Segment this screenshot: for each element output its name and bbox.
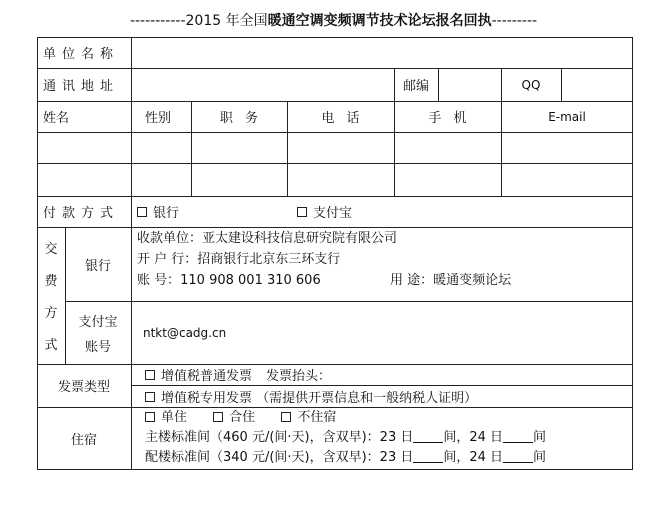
attendee-position-input[interactable] — [191, 132, 287, 163]
purpose: 用 途：暖通变频论坛 — [390, 273, 512, 288]
single-checkbox[interactable] — [145, 412, 155, 422]
header-position: 职 务 — [219, 111, 259, 126]
annex-mid: 间，24 日 — [443, 450, 504, 465]
invoice-special-label: 增值税专用发票 （需提供开票信息和一般纳税人证明） — [161, 391, 478, 406]
fee-bank-label: 银行 — [84, 258, 111, 274]
main-23-blank[interactable] — [413, 429, 443, 443]
alipay-label-line: 支付宝 — [78, 315, 118, 330]
attendee-gender-input[interactable] — [131, 163, 191, 196]
main-building-row — [145, 428, 546, 448]
bank-option-label: 银行 — [153, 206, 180, 221]
annex-building-text: 配楼标准间（340 元/(间·天)，含双早)：23 日 — [145, 450, 414, 465]
alipay-option[interactable] — [297, 196, 447, 227]
attendee-mobile-input[interactable] — [394, 132, 501, 163]
no-lodging-checkbox[interactable] — [281, 412, 291, 422]
attendee-name-input[interactable] — [37, 132, 131, 163]
invoice-header-label: 发票抬头： — [266, 369, 332, 384]
attendee-email-input[interactable] — [501, 163, 633, 196]
attendee-position-input[interactable] — [191, 163, 287, 196]
header-phone: 电 话 — [321, 111, 360, 126]
main-24-blank[interactable] — [503, 429, 533, 443]
header-name: 姓名 — [43, 111, 70, 126]
attendee-mobile-input[interactable] — [394, 163, 501, 196]
title-suffix: --------- — [491, 13, 538, 29]
invoice-normal-checkbox[interactable] — [145, 370, 155, 380]
no-lodging-option[interactable] — [281, 410, 336, 425]
annex-24-blank[interactable] — [503, 449, 533, 463]
payee: 收款单位：亚太建设科技信息研究院有限公司 — [137, 231, 398, 246]
annex-building-row — [145, 448, 546, 468]
invoice-type-label: 发票类型 — [57, 380, 110, 395]
annex-23-blank[interactable] — [413, 449, 443, 463]
fee-char: 式 — [44, 337, 58, 353]
invoice-special-checkbox[interactable] — [145, 392, 155, 402]
main-building-text: 主楼标准间（460 元/(间·天)，含双早)：23 日 — [145, 430, 414, 445]
attendee-phone-input[interactable] — [287, 132, 394, 163]
annex-end: 间 — [533, 450, 547, 465]
main-end: 间 — [533, 430, 547, 445]
attendee-email-input[interactable] — [501, 132, 633, 163]
form-title — [0, 10, 667, 30]
header-gender: 性别 — [145, 111, 172, 126]
fee-char: 费 — [44, 273, 58, 289]
unit-name-input[interactable] — [131, 37, 633, 68]
registration-table — [37, 37, 633, 469]
shared-label: 合住 — [229, 410, 256, 425]
payment-method-label: 付款方式 — [43, 206, 120, 221]
account-row — [137, 270, 511, 291]
fee-method-label — [37, 231, 65, 359]
alipay-account: ntkt@cadg.cn — [143, 325, 227, 340]
alipay-label-line: 账号 — [84, 340, 111, 355]
invoice-normal-label: 增值税普通发票 — [161, 369, 253, 384]
invoice-option-special[interactable] — [145, 386, 625, 407]
attendee-name-input[interactable] — [37, 163, 131, 196]
single-option[interactable] — [145, 410, 187, 425]
bank-name: 开 户 行：招商银行北京东三环支行 — [137, 252, 341, 267]
attendee-gender-input[interactable] — [131, 132, 191, 163]
fee-char: 方 — [44, 305, 58, 321]
bank-option[interactable] — [137, 196, 287, 227]
lodging-label: 住宿 — [70, 432, 97, 448]
shared-option[interactable] — [213, 410, 255, 425]
address-input[interactable] — [131, 68, 394, 101]
unit-name-label: 单位名称 — [43, 47, 120, 62]
title-prefix: -----------2015 年全国 — [129, 13, 268, 29]
no-lodging-label: 不住宿 — [297, 410, 337, 425]
title-bold: 暖通空调变频调节技术论坛报名回执 — [267, 13, 492, 29]
bank-info — [137, 228, 511, 291]
qq-label: QQ — [521, 77, 541, 92]
header-email: E-mail — [548, 109, 586, 124]
alipay-option-label: 支付宝 — [313, 206, 353, 221]
shared-checkbox[interactable] — [213, 412, 223, 422]
lodging-options — [145, 408, 546, 428]
alipay-checkbox[interactable] — [297, 207, 307, 217]
invoice-option-normal[interactable] — [145, 364, 625, 385]
attendee-phone-input[interactable] — [287, 163, 394, 196]
postcode-input[interactable] — [438, 68, 501, 101]
lodging-details — [145, 408, 546, 468]
qq-input[interactable] — [561, 68, 633, 101]
alipay-account-label — [65, 305, 131, 361]
main-mid: 间，24 日 — [443, 430, 504, 445]
fee-char: 交 — [44, 241, 58, 257]
postcode-label: 邮编 — [402, 79, 429, 94]
account-number: 账 号：110 908 001 310 606 — [137, 273, 321, 288]
single-label: 单住 — [161, 410, 188, 425]
header-mobile: 手 机 — [428, 111, 467, 126]
bank-checkbox[interactable] — [137, 207, 147, 217]
address-label: 通讯地址 — [43, 79, 120, 94]
